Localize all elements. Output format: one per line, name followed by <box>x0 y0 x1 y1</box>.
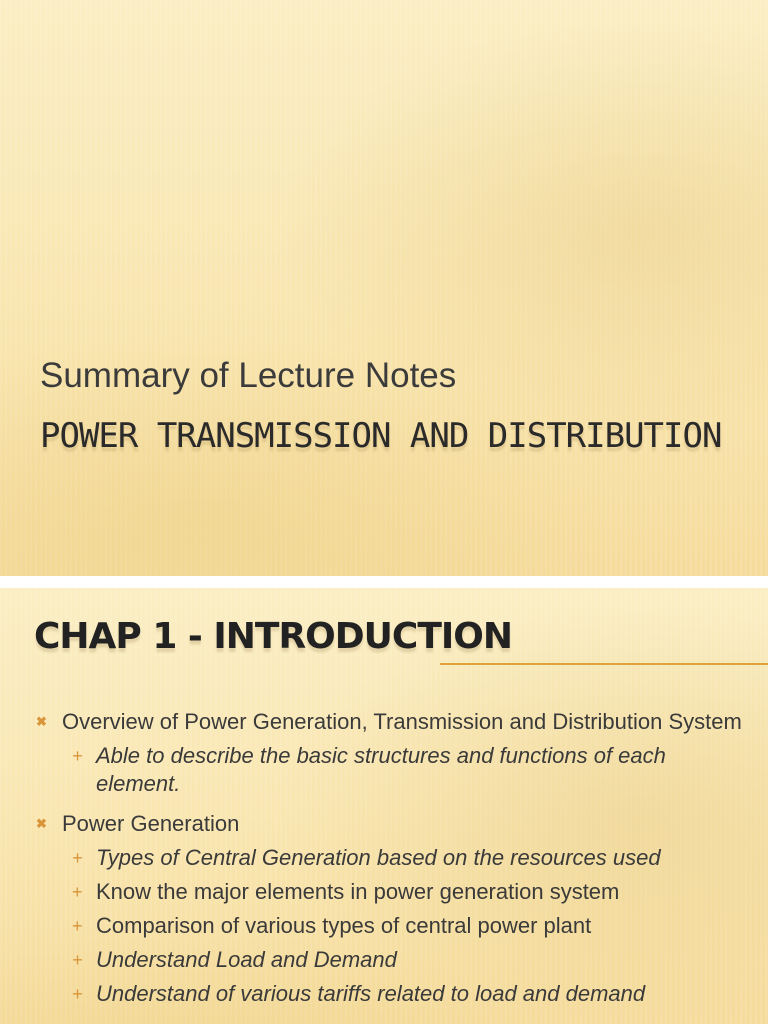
plus-icon: + <box>72 984 83 1004</box>
plus-icon: + <box>72 882 83 902</box>
sub-bullet-text: Understand of various tariffs related to load and demand <box>96 981 646 1006</box>
plus-icon: + <box>72 848 83 868</box>
bullet-list <box>0 708 768 1008</box>
list-item <box>72 912 746 940</box>
sub-bullet-text: Comparison of various types of central power plant <box>96 913 592 938</box>
x-mark-icon: ✖ <box>36 714 47 729</box>
content-slide <box>0 588 768 1024</box>
plus-icon: + <box>72 916 83 936</box>
list-item <box>72 878 746 906</box>
list-item <box>72 980 746 1008</box>
list-item <box>72 946 746 974</box>
plus-icon: + <box>72 950 83 970</box>
plus-icon: + <box>72 746 83 766</box>
list-item <box>72 844 746 872</box>
sub-bullet-text: Types of Central Generation based on the resources used <box>96 845 661 870</box>
slide-subtitle: Summary of Lecture Notes <box>40 356 457 395</box>
bullet-text: Power Generation <box>62 811 240 836</box>
sub-bullet-text: Understand Load and Demand <box>96 947 397 972</box>
list-item <box>36 708 742 736</box>
sub-bullet-text: Able to describe the basic structures and functions of each element. <box>96 743 666 796</box>
slide-separator <box>0 576 768 588</box>
slide-title: POWER TRANSMISSION AND DISTRIBUTION <box>40 416 722 456</box>
x-mark-icon: ✖ <box>36 816 47 831</box>
title-underline <box>440 663 768 665</box>
sub-bullet-text: Know the major elements in power generation system <box>96 879 620 904</box>
list-item <box>72 742 746 798</box>
bullet-text: Overview of Power Generation, Transmission and Distribution System <box>62 709 742 734</box>
list-item <box>36 810 742 838</box>
chapter-title: CHAP 1 - INTRODUCTION <box>34 616 513 657</box>
